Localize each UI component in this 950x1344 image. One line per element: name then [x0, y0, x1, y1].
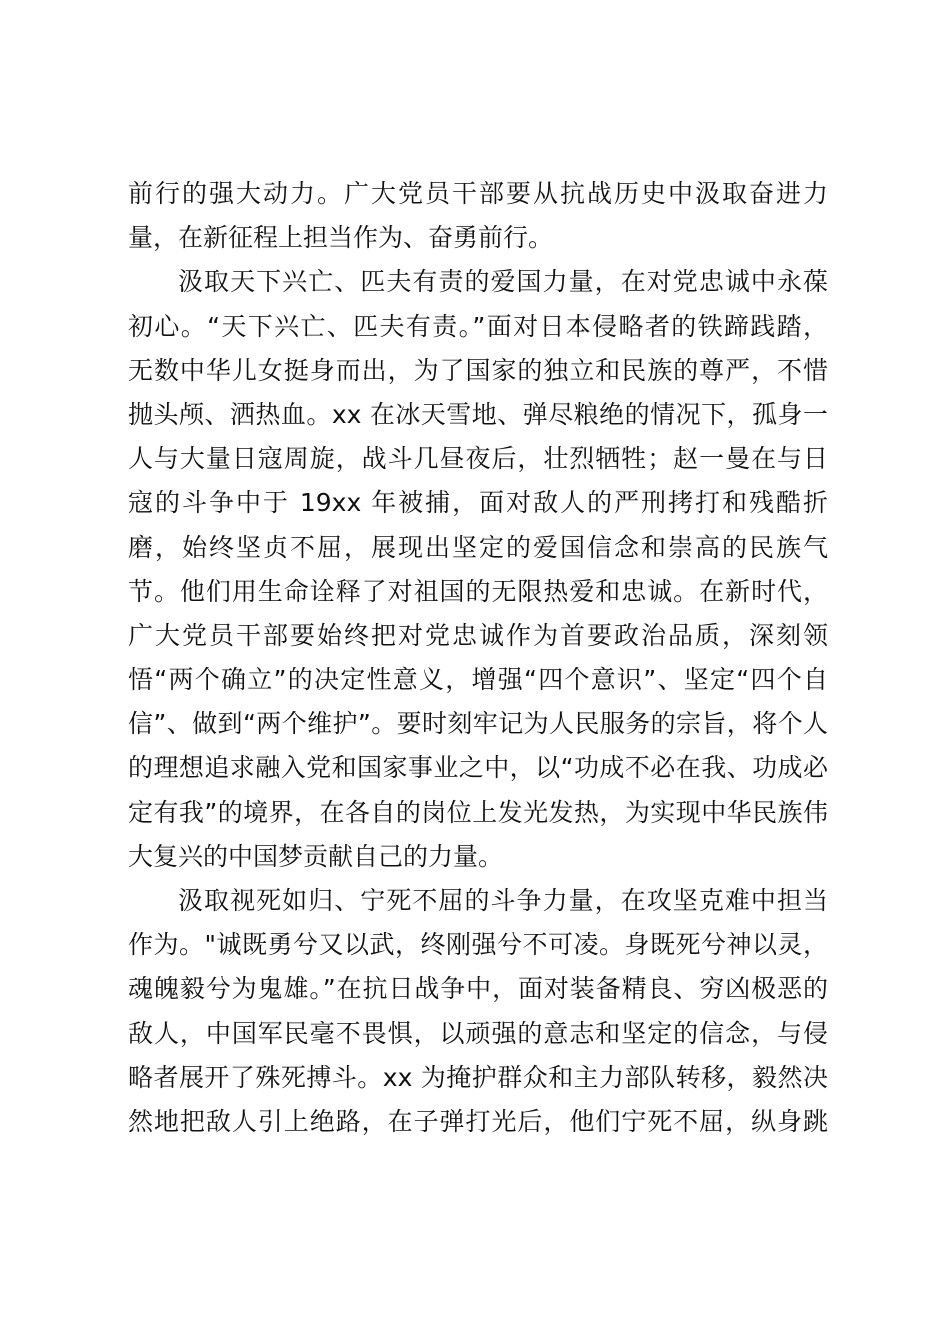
text-line: 广大党员干部要始终把对党忠诚作为首要政治品质，深刻领 — [128, 620, 828, 650]
text-line: 前行的强大动力。广大党员干部要从抗战历史中汲取奋进力 — [128, 179, 828, 208]
text-line: 信”、做到“两个维护”。要时刻牢记为人民服务的宗旨，将个人 — [128, 709, 828, 739]
text-line: 魂魄毅兮为鬼雄。”在抗日战争中，面对装备精良、穷凶极恶的 — [128, 974, 828, 1004]
text-line: 磨，始终坚贞不屈，展现出坚定的爱国信念和崇高的民族气 — [128, 532, 828, 562]
text-line: 大复兴的中国梦贡献自己的力量。 — [128, 841, 504, 871]
text-line: 悟“两个确立”的决定性意义，增强“四个意识”、坚定“四个自 — [128, 665, 828, 695]
paragraph-first-line: 汲取天下兴亡、匹夫有责的爱国力量，在对党忠诚中永葆 — [178, 267, 828, 297]
text-line: 敌人，中国军民毫不畏惧，以顽强的意志和坚定的信念，与侵 — [128, 1018, 828, 1048]
text-line: 无数中华儿女挺身而出，为了国家的独立和民族的尊严，不惜 — [128, 355, 828, 385]
text-line: 然地把敌人引上绝路，在子弹打光后，他们宁死不屈，纵身跳 — [128, 1106, 828, 1136]
document-body — [128, 172, 828, 1144]
text-line: 作为。"诚既勇兮又以武，终刚强兮不可凌。身既死兮神以灵， — [128, 930, 828, 960]
text-line: 略者展开了殊死搏斗。xx 为掩护群众和主力部队转移，毅然决 — [128, 1062, 828, 1092]
text-line: 寇的斗争中于 19xx 年被捕，面对敌人的严刑拷打和残酷折 — [128, 488, 828, 518]
text-line: 抛头颅、洒热血。xx 在冰天雪地、弹尽粮绝的情况下，孤身一 — [128, 399, 828, 429]
text-line: 的理想追求融入党和国家事业之中，以“功成不必在我、功成必 — [128, 753, 828, 783]
text-line: 节。他们用生命诠释了对祖国的无限热爱和忠诚。在新时代， — [128, 576, 828, 606]
text-line: 人与大量日寇周旋，战斗几昼夜后，壮烈牺牲；赵一曼在与日 — [128, 444, 828, 474]
text-line: 定有我”的境界，在各自的岗位上发光发热，为实现中华民族伟 — [128, 797, 828, 827]
text-line: 量，在新征程上担当作为、奋勇前行。 — [128, 223, 554, 253]
paragraph-first-line: 汲取视死如归、宁死不屈的斗争力量，在攻坚克难中担当 — [178, 886, 828, 915]
text-line: 初心。“天下兴亡、匹夫有责。”面对日本侵略者的铁蹄践踏， — [128, 311, 828, 341]
